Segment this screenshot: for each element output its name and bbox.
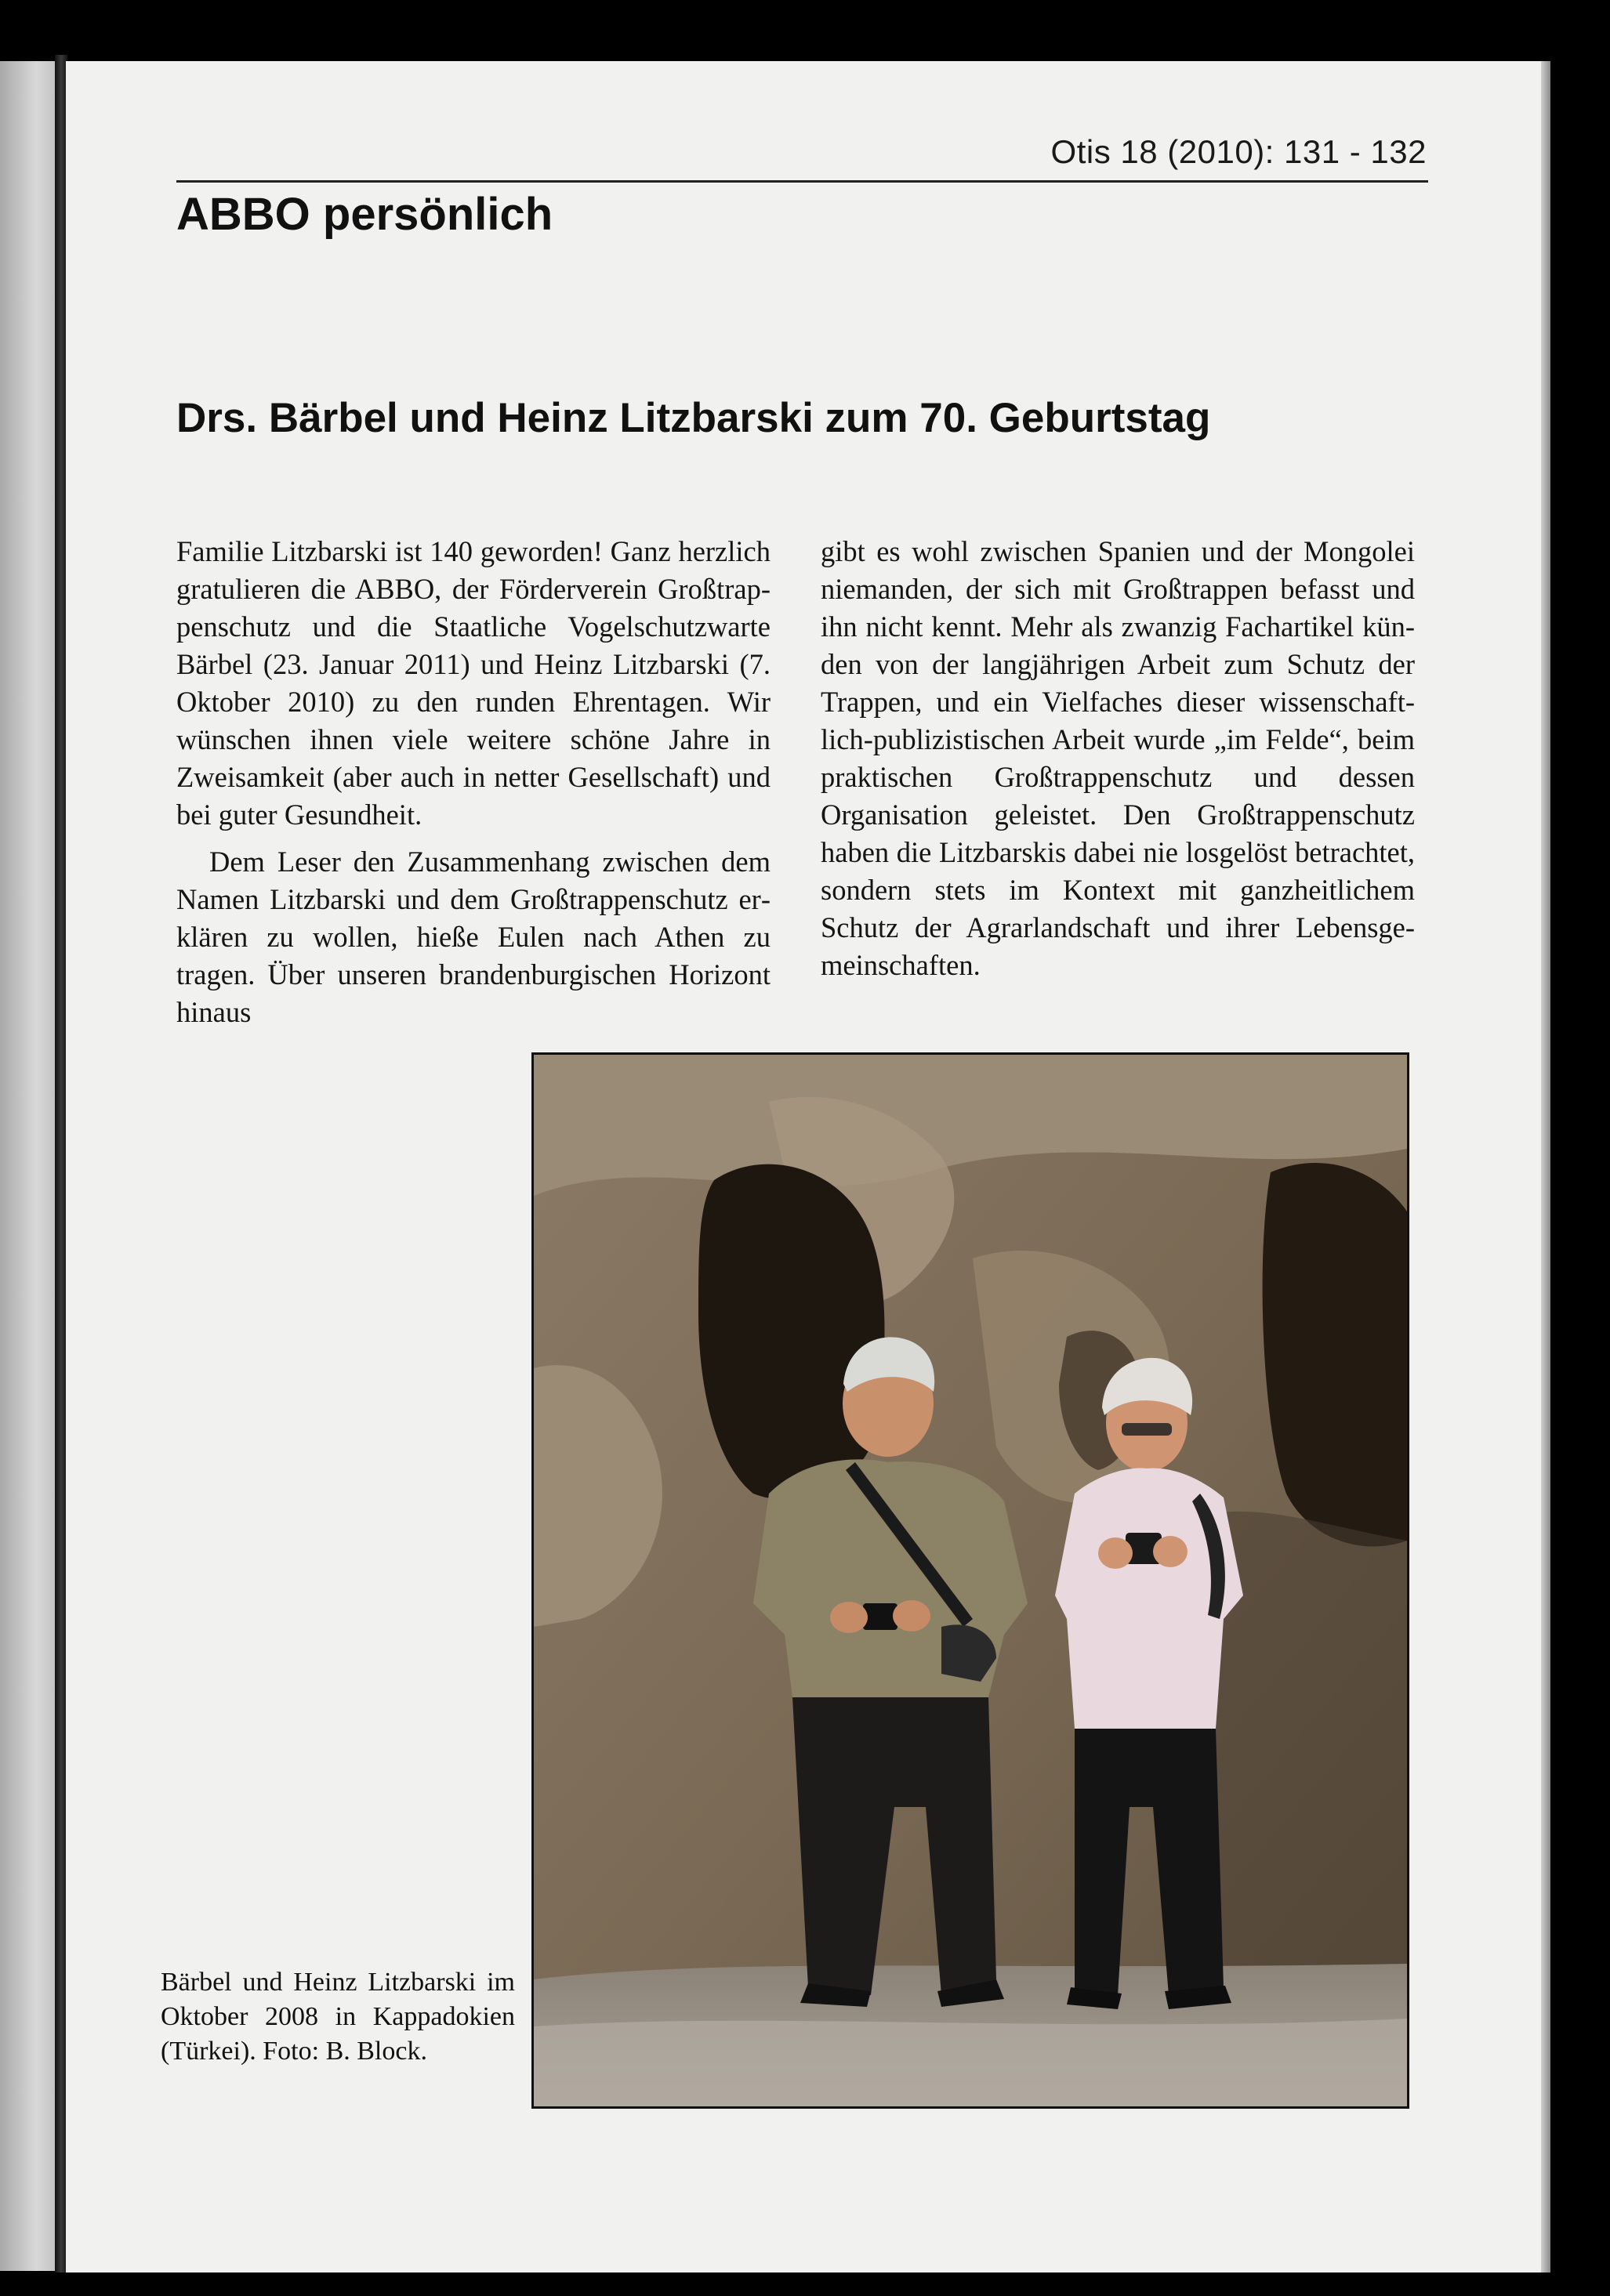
journal-reference: Otis 18 (2010): 131 - 132 [1050, 133, 1427, 170]
text-column-right [821, 533, 1415, 984]
facing-page-edge [0, 61, 61, 2271]
article-photo [531, 1052, 1409, 2109]
paragraph: Dem Leser den Zusammenhang zwischen dem Namen Litzbarski und dem Großtrappenschutz erklären zu wollen, hieße Eulen nach Athen zu tragen. Über unseren brandenburgischen Horizont hinaus [176, 846, 771, 1028]
header-rule [176, 180, 1428, 183]
photo-caption: Bärbel und Heinz Litzbarski im Oktober 2008 in Kappadokien (Türkei). Foto: B. Block. [161, 1968, 515, 2066]
article-title: Drs. Bärbel und Heinz Litzbarski zum 70. Geburtstag [176, 395, 1211, 441]
paragraph: gibt es wohl zwischen Spanien und der Mongolei niemanden, der sich mit Großtrappen befasst und ihn nicht kennt. Mehr als zwanzig Fachartikel künden von der langjährigen Arbeit zum Schutz der Trappen, und ein Vielfaches dieser wissenschaftlich-publizistischen Arbeit wurde „im Felde“, beim praktischen Großtrappenschutz und dessen Organisation geleistet. Den Großtrappenschutz haben die Litzbarskis dabei nie losgelöst betrachtet, sondern stets im Kontext mit ganzheitlichem Schutz der Agrarlandschaft und ihrer Lebensgemeinschaften. [821, 535, 1415, 981]
section-title: ABBO persönlich [176, 189, 553, 240]
page-right-edge [1541, 61, 1550, 2272]
text-column-left [176, 533, 771, 1031]
paragraph: Familie Litzbarski ist 140 geworden! Ganz herzlich gratulieren die ABBO, der Förderverein Großtrappenschutz und die Staatliche Vogelschutzwarte Bärbel (23. Januar 2011) und Heinz Litzbarski (7. Oktober 2010) zu den runden Ehrentagen. Wir wünschen ihnen viele weitere schöne Jahre in Zweisamkeit (aber auch in netter Gesellschaft) und bei guter Gesundheit. [176, 535, 771, 831]
